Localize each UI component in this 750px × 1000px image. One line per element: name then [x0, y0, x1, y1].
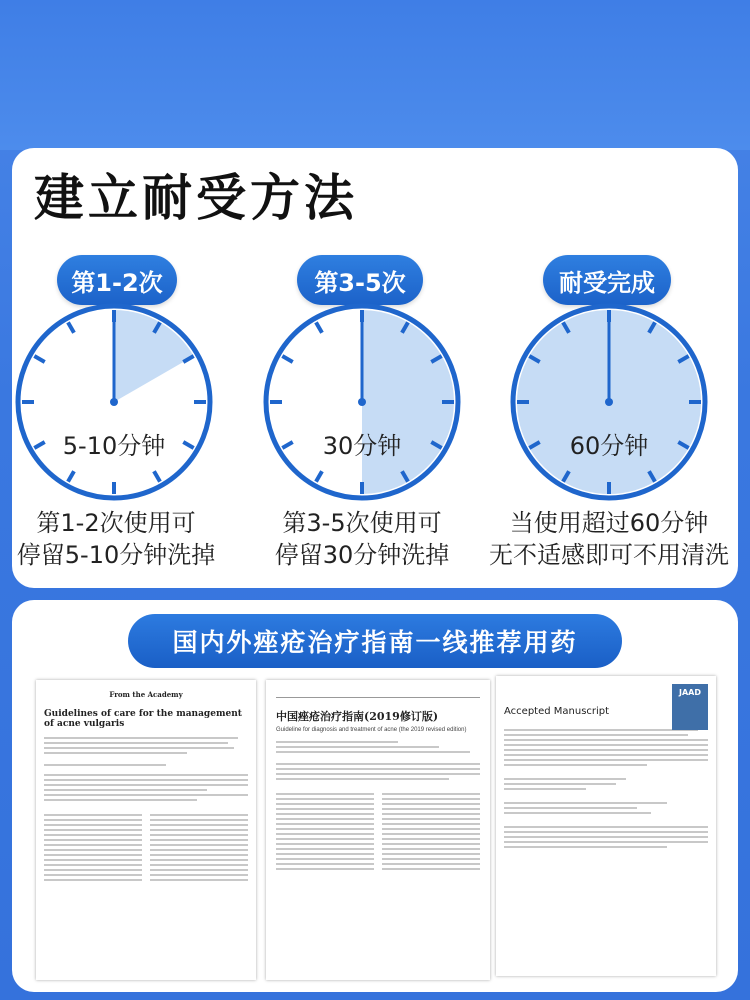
stage2-badge: 第3-5次 — [297, 255, 423, 305]
guidelines-banner: 国内外痤疮治疗指南一线推荐用药 — [128, 614, 622, 668]
stage1-description — [0, 507, 232, 571]
doc3-badge: JAAD — [679, 688, 701, 697]
doc3-title: Accepted Manuscript — [504, 706, 610, 717]
stage1-desc-line2: 停留5-10分钟洗掉 — [16, 541, 216, 569]
stage2-clock-fill — [362, 310, 454, 494]
doc2-title: 中国痤疮治疗指南(2019修订版) — [276, 710, 439, 723]
stage2-clock-label: 30分钟 — [322, 432, 402, 460]
stage3-desc-line2: 无不适感即可不用清洗 — [489, 541, 729, 569]
section-title: 建立耐受方法 — [34, 169, 358, 227]
acne-guideline-document-2 — [266, 680, 490, 980]
acne-guideline-document-3 — [496, 676, 716, 976]
doc2-subtitle: Guideline for diagnosis and treatment of acne (the 2019 revised edition) — [276, 727, 467, 733]
top-background — [0, 0, 750, 150]
stage3-badge: 耐受完成 — [543, 255, 671, 305]
doc1-title: Guidelines of care for the management of acne vulgaris — [44, 709, 242, 729]
stage2-description — [252, 507, 472, 571]
jaad-cover-icon — [672, 684, 708, 730]
stage3-description — [476, 507, 742, 571]
stage2-desc-line1: 第3-5次使用可 — [282, 509, 442, 537]
acne-guideline-document-1 — [36, 680, 256, 980]
stage1-clock-icon — [14, 302, 214, 502]
stage1-badge: 第1-2次 — [57, 255, 177, 305]
stage3-desc-line1: 当使用超过60分钟 — [509, 509, 709, 537]
doc1-header: From the Academy — [109, 690, 183, 699]
stage1-desc-line1: 第1-2次使用可 — [36, 509, 196, 537]
stage3-clock-icon — [509, 302, 709, 502]
stage2-desc-line2: 停留30分钟洗掉 — [274, 541, 450, 569]
stage1-clock-label: 5-10分钟 — [62, 432, 166, 460]
stage2-clock-icon — [262, 302, 462, 502]
stage3-clock-label: 60分钟 — [569, 432, 649, 460]
